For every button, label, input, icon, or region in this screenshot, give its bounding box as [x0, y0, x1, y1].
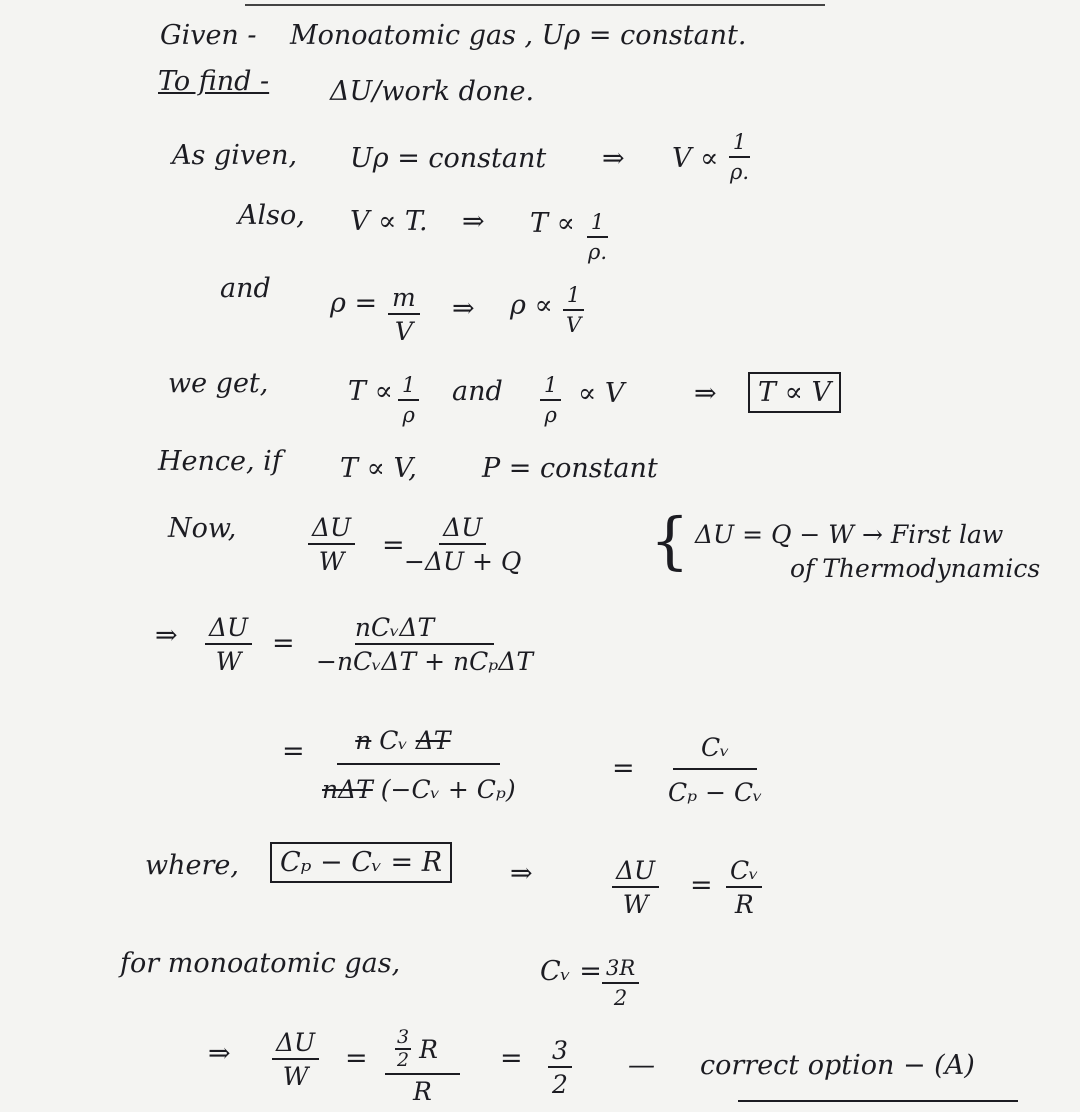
line6-first-law: ΔU = Q − W → First law [695, 520, 1004, 549]
line7-arrow: ⇒ [155, 620, 178, 651]
line8-fraction-cv: $\frac{\text{Cᵥ}}{\text{Cₚ − Cᵥ}}$ [668, 733, 763, 807]
line6-fraction-du-w: $\frac{\Delta U}{W}$ [308, 515, 355, 574]
line11-fraction-nested: 3 2 R R [385, 1028, 460, 1104]
line4-prop-v: ∝ V [578, 378, 625, 409]
line6-intro: Now, [168, 513, 237, 544]
given-label: Given - [160, 20, 257, 51]
line11-fraction-du-w: $\frac{\Delta U}{W}$ [272, 1030, 319, 1089]
line9-fraction-cv-r: $\frac{\text{Cᵥ}}{R}$ [726, 858, 762, 917]
line8-equals-2: = [612, 753, 635, 784]
line4-intro: we get, [168, 368, 269, 399]
line2-relation: V ∝ T. [350, 206, 428, 237]
line11-arrow: ⇒ [208, 1038, 231, 1069]
line3-arrow: ⇒ [452, 293, 475, 324]
line3-fraction: $\frac{1}{V}$ [562, 285, 585, 336]
line11-equals: = [345, 1043, 368, 1074]
line7-fraction-du-w: $\frac{\Delta U}{W}$ [205, 615, 252, 674]
line7-equals: = [272, 628, 295, 659]
line8-fraction-cancelled: n Cᵥ ΔT nΔT (−Cᵥ + Cₚ) [322, 726, 516, 804]
line3-fraction-mass-volume: $\frac{m}{V}$ [388, 285, 420, 344]
line10-intro: for monoatomic gas, [120, 948, 401, 979]
line8-equals: = [282, 736, 305, 767]
line6-fraction-du-q: $\frac{\Delta U}{-\Delta U + Q}$ [404, 513, 522, 576]
line11-equals-2: = [500, 1043, 523, 1074]
to-find-text: ΔU/work done. [330, 76, 535, 107]
line10-cv: Cᵥ = [540, 956, 602, 987]
line3-density: ρ = [330, 288, 378, 319]
line4-fraction-2: $\frac{1}{\rho}$ [540, 375, 561, 426]
line1-fraction: $\frac{1}{\rho.}$ [730, 130, 750, 184]
line9-equals: = [690, 870, 713, 901]
line1-arrow: ⇒ [602, 143, 625, 174]
top-rule [245, 4, 825, 6]
line1-intro: As given, [172, 140, 298, 171]
line4-t-prop: T ∝ [348, 376, 393, 407]
line9-intro: where, [145, 850, 239, 881]
line6-brace: { [650, 504, 690, 577]
line3-proportion: ρ ∝ [510, 290, 553, 321]
line10-fraction: $\frac{3R}{2}$ [602, 958, 639, 1009]
line1-relation: Uρ = constant [350, 143, 547, 174]
to-find-label: To find - [158, 66, 270, 97]
line5-relation: T ∝ V, [340, 453, 417, 484]
correct-option-answer: correct option − (A) [700, 1050, 975, 1081]
line9-arrow: ⇒ [510, 858, 533, 889]
line4-and: and [452, 376, 503, 407]
line11-fraction-result: $\frac{3}{2}$ [548, 1038, 572, 1097]
line4-fraction-1: $\frac{1}{\rho}$ [398, 375, 419, 426]
line1-proportion: V ∝ [672, 143, 719, 174]
given-text: Monoatomic gas , Uρ = constant. [290, 20, 747, 51]
line2-intro: Also, [238, 200, 305, 231]
line2-fraction: $\frac{1}{\rho.}$ [588, 210, 608, 264]
line7-fraction-main: nCᵥΔT −nCᵥΔT + nCₚΔT [316, 613, 534, 676]
line6-first-law-cont: of Thermodynamics [790, 554, 1041, 583]
line5-intro: Hence, if [158, 446, 282, 477]
line4-boxed-result: T ∝ V [748, 372, 841, 413]
line3-intro: and [220, 273, 271, 304]
line9-fraction-du-w: $\frac{\Delta U}{W}$ [612, 858, 659, 917]
line4-arrow: ⇒ [694, 378, 717, 409]
line6-equals: = [382, 530, 405, 561]
line2-arrow: ⇒ [462, 206, 485, 237]
line2-proportion: T ∝ [530, 208, 575, 239]
line9-boxed-mayer: Cₚ − Cᵥ = R [270, 842, 452, 883]
answer-underline [738, 1100, 1018, 1102]
line11-dash: — [628, 1050, 655, 1081]
line5-conclusion: P = constant [482, 453, 658, 484]
